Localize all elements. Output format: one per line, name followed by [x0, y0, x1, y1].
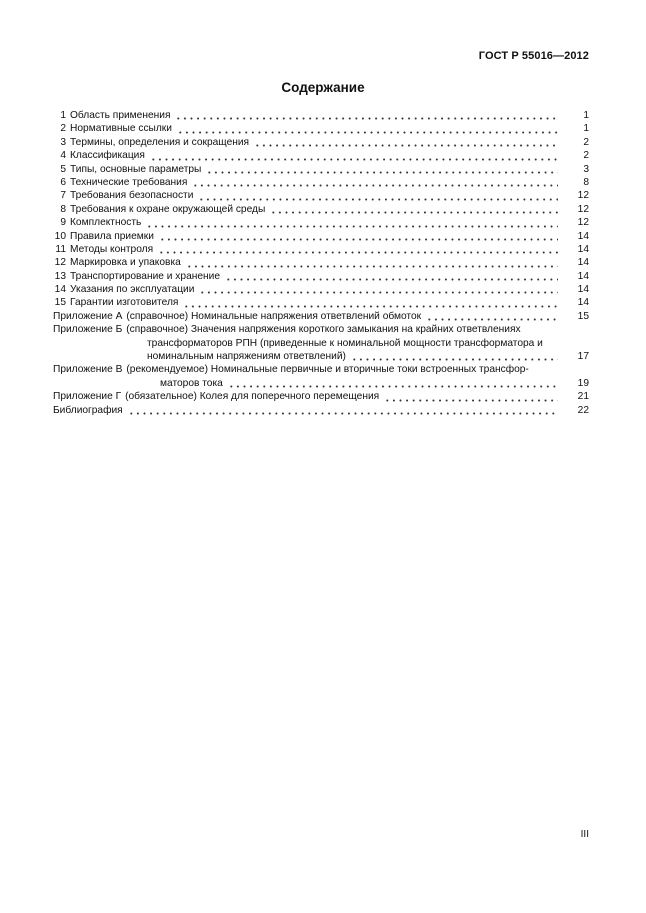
dot-leader [199, 284, 558, 294]
toc-entry-page: 3 [583, 163, 589, 175]
dot-leader [175, 110, 558, 120]
toc-entry-page: 12 [577, 203, 589, 215]
appendix-title: (обязательное) Колея для поперечного перемещения [125, 391, 380, 403]
toc-entry[interactable] [53, 163, 589, 176]
toc-entry-page: 14 [577, 284, 589, 296]
dot-leader [150, 151, 558, 161]
toc-entry-title: Гарантии изготовителя [70, 297, 179, 309]
toc-entry-number: 6 [60, 176, 66, 188]
toc-entry-page: 1 [583, 123, 589, 135]
toc-entry[interactable] [53, 283, 589, 296]
toc-entry-page: 19 [577, 377, 589, 389]
toc-entry-page: 8 [583, 176, 589, 188]
toc-entry-title: Комплектность [70, 217, 142, 229]
dot-leader [177, 124, 558, 134]
toc-entry[interactable] [53, 216, 589, 229]
toc-entry-title: Технические требования [70, 176, 188, 188]
appendix-title-line: маторов тока [160, 377, 223, 389]
toc-entry-number: 3 [60, 136, 66, 148]
toc-appendix-b-continuation [53, 350, 589, 363]
toc-entry-title: Типы, основные параметры [70, 163, 202, 175]
appendix-title-line: трансформаторов РПН (приведенные к номинальной мощности трансформатора и [147, 337, 543, 349]
dot-leader [225, 271, 558, 281]
toc-entry-title: Транспортирование и хранение [70, 270, 221, 282]
toc-entry[interactable] [53, 270, 589, 283]
table-of-contents [53, 109, 589, 417]
appendix-label: Приложение Б [53, 324, 123, 336]
toc-entry-title: Термины, определения и сокращения [70, 136, 250, 148]
toc-entry[interactable] [53, 243, 589, 256]
dot-leader [146, 218, 558, 228]
toc-entry-page: 14 [577, 270, 589, 282]
dot-leader [198, 191, 558, 201]
toc-bibliography[interactable] [53, 404, 589, 417]
toc-entry-page: 21 [577, 391, 589, 403]
dot-leader [158, 244, 558, 254]
toc-appendix-a[interactable] [53, 310, 589, 323]
toc-entry-number: 11 [55, 243, 66, 255]
toc-entry-number: 5 [60, 163, 66, 175]
toc-entry-number: 8 [60, 203, 66, 215]
toc-appendix-v-continuation [53, 377, 589, 390]
toc-entry[interactable] [53, 122, 589, 135]
dot-leader [426, 311, 558, 321]
document-id: ГОСТ Р 55016—2012 [478, 50, 589, 62]
toc-entry[interactable] [53, 296, 589, 309]
toc-entry-title: Область применения [70, 109, 171, 121]
dot-leader [384, 392, 558, 402]
toc-entry-number: 15 [54, 297, 66, 309]
toc-appendix-g[interactable] [53, 390, 589, 403]
toc-entry-number: 13 [54, 270, 66, 282]
toc-entry-page: 17 [577, 351, 589, 363]
toc-entry-number: 14 [54, 284, 66, 296]
toc-entry-page: 1 [583, 109, 589, 121]
appendix-title: (справочное) Номинальные напряжения ответвлений обмоток [126, 310, 422, 322]
toc-entry-page: 22 [577, 404, 589, 416]
toc-entry-number: 2 [60, 123, 66, 135]
toc-entry-number: 12 [54, 257, 66, 269]
dot-leader [186, 258, 558, 268]
appendix-label: Приложение Г [53, 391, 122, 403]
page-title: Содержание [281, 80, 365, 95]
toc-entry[interactable] [53, 109, 589, 122]
toc-appendix-b[interactable] [53, 323, 589, 336]
page-number: III [580, 829, 589, 840]
dot-leader [159, 231, 558, 241]
dot-leader [192, 177, 558, 187]
toc-entry-page: 15 [577, 310, 589, 322]
toc-appendix-v[interactable] [53, 363, 589, 376]
toc-entry-page: 12 [577, 190, 589, 202]
appendix-title-line: (справочное) Значения напряжения короткого замыкания на крайних ответвлениях [126, 324, 521, 336]
toc-entry[interactable] [53, 149, 589, 162]
toc-entry-page: 14 [577, 243, 589, 255]
toc-entry-number: 4 [60, 150, 66, 162]
appendix-title-line: (рекомендуемое) Номинальные первичные и вторичные токи встроенных трансфор- [126, 364, 529, 376]
toc-entry-number: 7 [60, 190, 66, 202]
dot-leader [183, 298, 558, 308]
toc-entry[interactable] [53, 136, 589, 149]
toc-entry-page: 14 [577, 297, 589, 309]
toc-entry-number: 10 [54, 230, 66, 242]
toc-entry[interactable] [53, 189, 589, 202]
toc-entry-page: 14 [577, 230, 589, 242]
toc-entry-page: 14 [577, 257, 589, 269]
toc-entry-number: 9 [60, 217, 66, 229]
toc-entry[interactable] [53, 256, 589, 269]
toc-entry-title: Маркировка и упаковка [70, 257, 181, 269]
toc-entry-title: Классификация [70, 150, 145, 162]
toc-entry[interactable] [53, 230, 589, 243]
dot-leader [206, 164, 558, 174]
dot-leader [228, 378, 558, 388]
toc-entry-title: Правила приемки [70, 230, 154, 242]
toc-entry-page: 2 [583, 150, 589, 162]
dot-leader [351, 351, 558, 361]
appendix-label: Приложение А [53, 310, 123, 322]
toc-entry[interactable] [53, 203, 589, 216]
toc-entry-title: Методы контроля [70, 243, 154, 255]
toc-entry-page: 2 [583, 136, 589, 148]
dot-leader [254, 137, 558, 147]
toc-entry-title: Требования к охране окружающей среды [70, 203, 266, 215]
appendix-title-line: номинальным напряжениям ответвлений) [147, 351, 346, 363]
toc-entry-number: 1 [60, 109, 66, 121]
toc-entry-title: Указания по эксплуатации [70, 284, 195, 296]
toc-entry[interactable] [53, 176, 589, 189]
toc-entry-page: 12 [577, 217, 589, 229]
dot-leader [270, 204, 558, 214]
appendix-label: Приложение В [53, 364, 123, 376]
toc-appendix-b-continuation [53, 337, 589, 350]
bibliography-title: Библиография [53, 404, 123, 416]
dot-leader [128, 405, 558, 415]
toc-entry-title: Требования безопасности [70, 190, 194, 202]
toc-entry-title: Нормативные ссылки [70, 123, 172, 135]
